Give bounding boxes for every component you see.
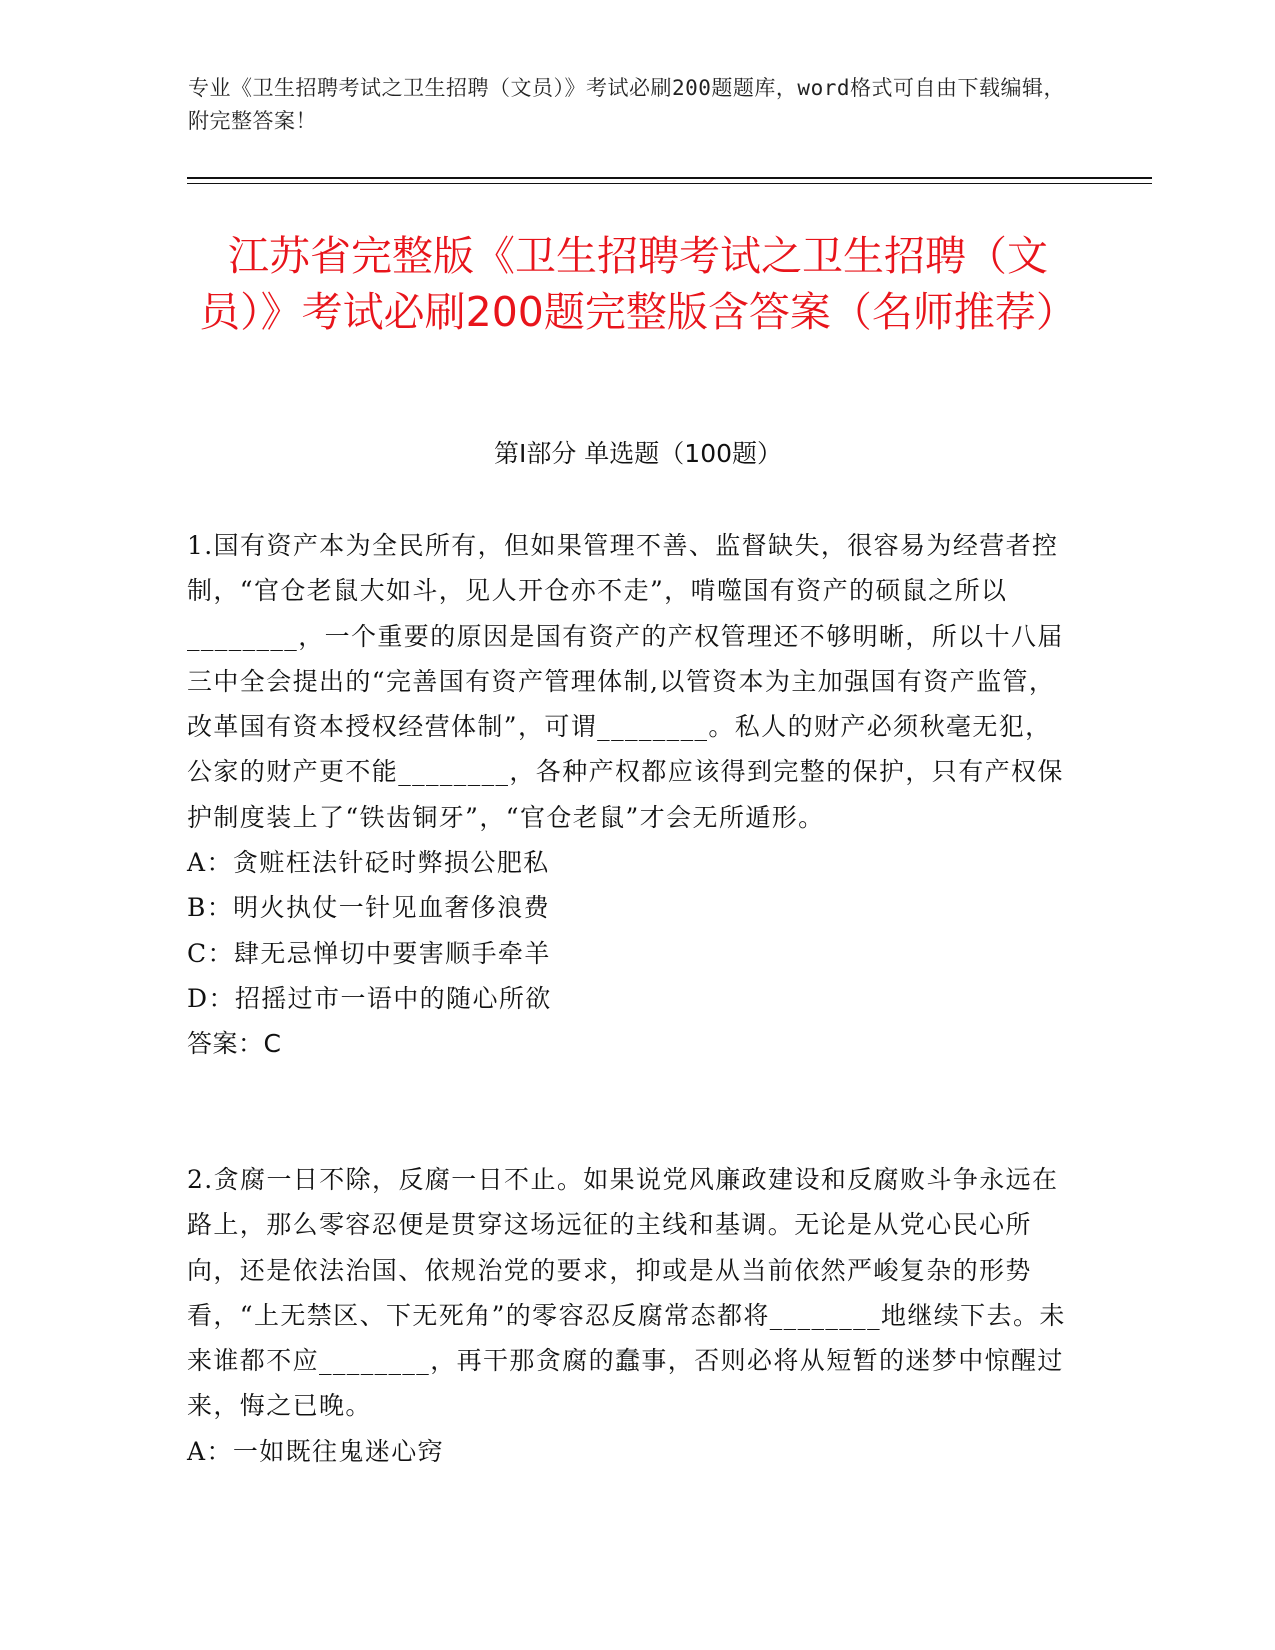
header-note: 专业《卫生招聘考试之卫生招聘（文员）》考试必刷200题题库，word格式可自由下载编辑，附完整答案！ (188, 76, 1065, 133)
document-title: 江苏省完整版《卫生招聘考试之卫生招聘（文员）》考试必刷200题完整版含答案（名师推荐） (199, 232, 1077, 336)
question-stem: 2.贪腐一日不除，反腐一日不止。如果说党风廉政建设和反腐败斗争永远在路上，那么零容忍便是贯穿这场远征的主线和基调。无论是从党心民心所向，还是依法治国、依规治党的要求，抑或是从当前依然严峻复杂的形势看，“上无禁区、下无死角”的零容忍反腐常态都将________地继续下去。未来谁都不应________，再干那贪腐的蠢事，否则必将从短暂的迷梦中惊醒过来，悔之已晚。 (187, 1165, 1066, 1421)
option-c: C：肆无忌惮切中要害顺手牵羊 (187, 938, 551, 968)
header-divider-thin (187, 183, 1152, 184)
section-title: 第Ⅰ部分 单选题（100题） (493, 439, 783, 468)
option-a: A：贪赃枉法针砭时弊损公肥私 (187, 848, 550, 878)
question-stem: 1.国有资产本为全民所有，但如果管理不善、监督缺失，很容易为经营者控制，“官仓老鼠大如斗，见人开仓亦不走”，啃噬国有资产的硕鼠之所以________，一个重要的原因是国有资产的产权管理还不够明晰，所以十八届三中全会提出的“完善国有资产管理体制,以管资本为主加强国有资产监管，改革国有资本授权经营体制”，可谓________。私人的财产必须秋毫无犯，公家的财产更不能________，各种产权都应该得到完整的保护，只有产权保护制度装上了“铁齿铜牙”，“官仓老鼠”才会无所遁形。 (187, 531, 1064, 832)
question-2 (187, 1157, 1072, 1474)
header-divider-thick (187, 177, 1152, 179)
option-d: D：招摇过市一语中的随心所欲 (187, 983, 552, 1013)
option-b: B：明火执仗一针见血奢侈浪费 (187, 893, 550, 923)
answer-line: 答案：C (187, 1029, 282, 1059)
question-1 (187, 523, 1072, 1067)
option-a: A：一如既往鬼迷心窍 (187, 1436, 445, 1466)
